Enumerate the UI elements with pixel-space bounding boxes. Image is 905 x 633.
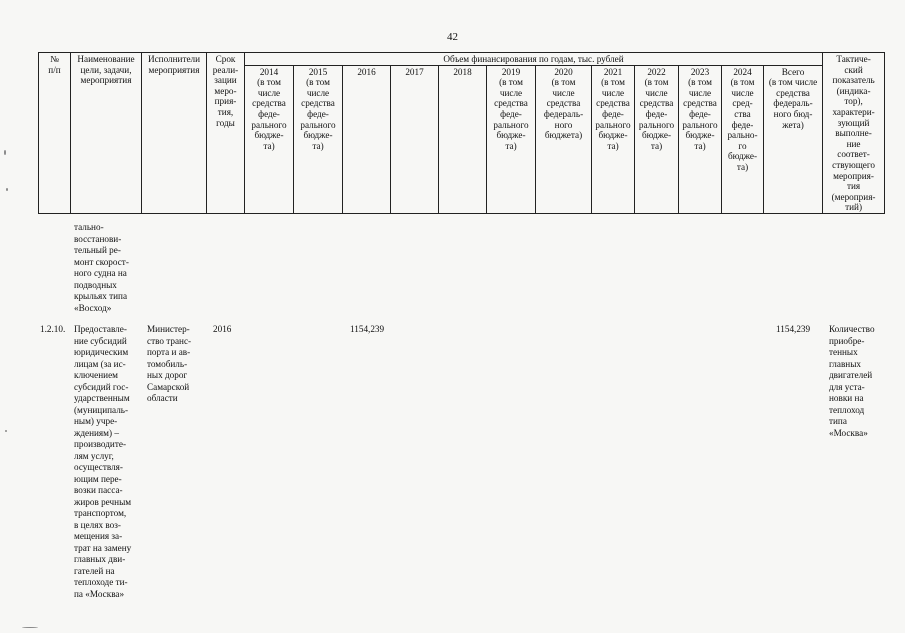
header-2021: 2021 (в том числе средства феде- рального бюдже- та): [592, 65, 635, 213]
header-2017: 2017: [391, 65, 439, 213]
header-funding-group: Объем финансирования по годам, тыс. рублей: [245, 53, 823, 66]
header-2023: 2023 (в том числе средства феде- рального бюдже- та): [679, 65, 722, 213]
row-indicator: Количество приобре- тенных главных двигателей для уста- новки на теплоход типа «Москва»: [829, 324, 875, 438]
header-2016: 2016: [343, 65, 391, 213]
header-2014: 2014 (в том числе средства феде- рального бюдже- та): [245, 65, 294, 213]
header-num: № п/п: [39, 53, 71, 214]
scan-speck: [4, 150, 6, 155]
page-number: 42: [447, 31, 458, 43]
row-executor: Министер- ство транс- порта и ав- томобиль- ных дорог Самарской области: [147, 324, 192, 403]
row-term: 2016: [213, 324, 232, 334]
header-2020: 2020 (в том числе средства федераль- ного бюджета): [536, 65, 592, 213]
scan-speck: [5, 430, 7, 432]
scan-speck: [22, 627, 38, 628]
header-2015: 2015 (в том числе средства феде- рального бюдже- та): [294, 65, 343, 213]
header-term: Срок реали- зации меро- прия- тия, годы: [207, 53, 245, 214]
row-total: 1154,239: [776, 324, 811, 334]
header-executor: Исполнители мероприятия: [142, 53, 207, 214]
header-indicator: Тактиче- ский показатель (индика- тор), характери- зующий выполне- ние соответ- ствующего мероприя- тия (мероприя- тий): [823, 53, 885, 214]
header-2018: 2018: [439, 65, 487, 213]
header-2022: 2022 (в том числе средства феде- рального бюдже- та): [635, 65, 679, 213]
continuation-name: тально- восстанови- тельный ре- монт скорост- ного судна на подводных крыльях типа «Восход»: [74, 222, 129, 313]
row-number: 1.2.10.: [40, 324, 66, 334]
header-total: Всего (в том числе средства федераль- ного бюд- жета): [764, 65, 823, 213]
scan-speck: [6, 188, 8, 191]
header-name: Наименование цели, задачи, мероприятия: [71, 53, 142, 214]
header-2019: 2019 (в том числе средства феде- рального бюдже- та): [487, 65, 536, 213]
row-value-2016: 1154,239: [350, 324, 385, 334]
header-2024: 2024 (в том числе сред- ства феде- рально- го бюдже- та): [722, 65, 764, 213]
row-name: Предоставле- ние субсидий юридическим лицам (за ис- ключением субсидий гос- ударственным (муниципаль- ным) учре- ждениям) – производите- лям услуг, осуществля- ющим пере- возки пасса- жиров речным транспортом, в целях воз- мещения за- трат на замену главных дви- гателей на теплоходе ти- па «Москва»: [74, 324, 132, 599]
funding-table: [38, 52, 885, 214]
